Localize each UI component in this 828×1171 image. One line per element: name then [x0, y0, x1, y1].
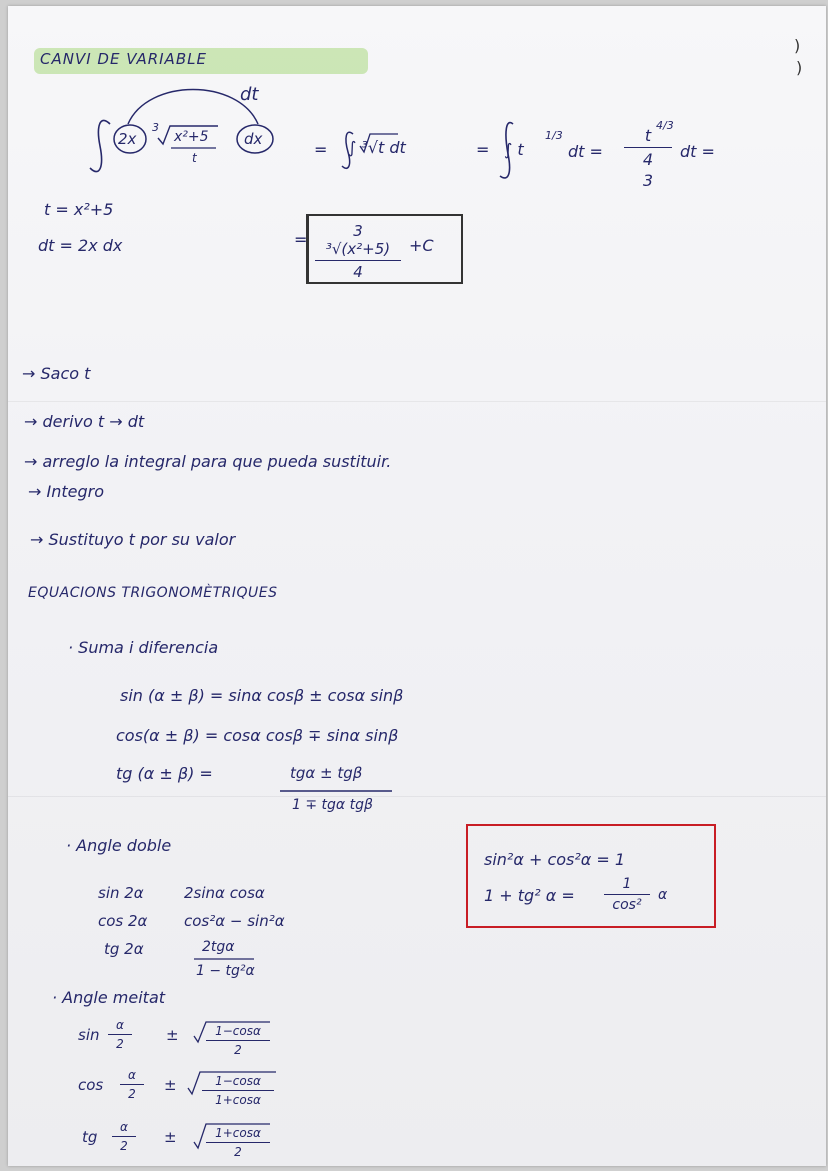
- identity-box: [466, 824, 716, 928]
- substitution-dt: dt = 2x dx: [38, 236, 123, 255]
- cos-half-denominator: 1+cosα: [215, 1093, 261, 1107]
- tangent-identity-fraction: [604, 876, 650, 913]
- step-item: → Integro: [28, 482, 104, 501]
- half-arg-den: 2: [120, 1139, 128, 1153]
- pm-sign: ±: [164, 1076, 177, 1094]
- fraction-denominator-2: 3: [642, 171, 654, 190]
- plus-c: +C: [409, 236, 434, 255]
- dt-label: dt: [240, 84, 259, 105]
- section2-title: EQUACIONS TRIGONOMÈTRIQUES: [28, 585, 278, 601]
- step-item: → Sustituyo t por su valor: [30, 530, 236, 549]
- step-item: → derivo t → dt: [24, 412, 145, 431]
- half-arg-den: 2: [128, 1087, 136, 1101]
- integral-step3-tail: dt =: [568, 142, 603, 161]
- tangent-identity-numerator: 1: [604, 876, 650, 895]
- half-arg-num: α: [112, 1120, 136, 1137]
- result-numerator: 3 ³√(x²+5): [315, 222, 401, 261]
- half-arg: [108, 1018, 132, 1051]
- cos-half-lhs: cos: [78, 1076, 104, 1094]
- tg-half-denominator: 2: [234, 1145, 242, 1159]
- pm-sign: ±: [166, 1026, 179, 1044]
- tg-sum-lhs: tg (α ± β) =: [116, 764, 213, 783]
- integral-tail: dt =: [680, 142, 715, 161]
- fraction-numerator: t: [624, 126, 672, 148]
- sin-half-denominator: 2: [234, 1043, 242, 1057]
- tg-half-radicand: [206, 1126, 270, 1159]
- tangent-identity-denominator: cos²: [612, 897, 642, 913]
- double-angle-title: · Angle doble: [66, 836, 172, 855]
- notebook-page: [8, 6, 826, 1166]
- sin-sum-formula: sin (α ± β) = sinα cosβ ± cosα sinβ: [120, 686, 404, 705]
- sin2-value: 2sinα cosα: [184, 884, 265, 902]
- half-arg: [112, 1120, 136, 1153]
- sin-half-radicand: [206, 1024, 270, 1057]
- sin2-label: sin 2α: [98, 884, 144, 902]
- pm-sign: ±: [164, 1128, 177, 1146]
- exponent-four-thirds: 4/3: [656, 119, 674, 132]
- step-item: → arreglo la integral para que pueda sustituir.: [24, 452, 392, 471]
- tangent-identity-tail: α: [658, 887, 668, 903]
- cos-half-radicand: [202, 1074, 274, 1107]
- integral-step2: ∫ ³√t dt: [348, 138, 406, 157]
- half-arg: [120, 1068, 144, 1101]
- tangent-identity-lhs: 1 + tg² α =: [484, 886, 575, 905]
- pythagorean-identity: sin²α + cos²α = 1: [484, 850, 626, 869]
- sum-difference-title: · Suma i diferencia: [68, 638, 219, 657]
- section-title: CANVI DE VARIABLE: [40, 50, 207, 68]
- half-arg-den: 2: [116, 1037, 124, 1051]
- result-fraction: [315, 222, 401, 281]
- cos2-value: cos²α − sin²α: [184, 912, 285, 930]
- fraction-denominator: 4: [642, 150, 654, 169]
- cos-half-numerator: 1−cosα: [202, 1074, 274, 1091]
- step-item: → Saco t: [22, 364, 91, 383]
- tg2-label: tg 2α: [104, 940, 144, 958]
- half-angle-title: · Angle meitat: [52, 988, 166, 1007]
- sin-half-lhs: sin: [78, 1026, 100, 1044]
- equals: =: [314, 140, 328, 159]
- root-index: 3: [152, 121, 159, 134]
- half-arg-num: α: [120, 1068, 144, 1085]
- exponent-one-third: 1/3: [545, 129, 563, 142]
- result-equals: =: [294, 230, 308, 249]
- tg-sum-numerator: tgα ± tgβ: [290, 764, 363, 782]
- edge-mark: ): [796, 58, 803, 77]
- integral-step3: ∫ t: [504, 140, 524, 159]
- half-arg-num: α: [108, 1018, 132, 1035]
- result-denominator: 4: [353, 263, 363, 281]
- power-rule-fraction: [624, 126, 672, 190]
- radicand: x²+5: [174, 129, 209, 145]
- factor-2x: 2x: [118, 130, 137, 148]
- tg2-denominator: 1 − tg²α: [196, 963, 255, 979]
- substitution-t: t = x²+5: [44, 200, 114, 219]
- tg2-numerator: 2tgα: [202, 939, 235, 955]
- cos-sum-formula: cos(α ± β) = cosα cosβ ∓ sinα sinβ: [116, 726, 399, 745]
- t-under-label: t: [192, 151, 197, 165]
- cos2-label: cos 2α: [98, 912, 148, 930]
- equals: =: [476, 140, 490, 159]
- edge-mark: ): [794, 36, 801, 55]
- sin-half-numerator: 1−cosα: [206, 1024, 270, 1041]
- tg-half-numerator: 1+cosα: [206, 1126, 270, 1143]
- tg-sum-denominator: 1 ∓ tgα tgβ: [292, 797, 373, 813]
- tg-half-lhs: tg: [82, 1128, 98, 1146]
- dx-label: dx: [244, 130, 263, 148]
- result-box: [306, 214, 463, 284]
